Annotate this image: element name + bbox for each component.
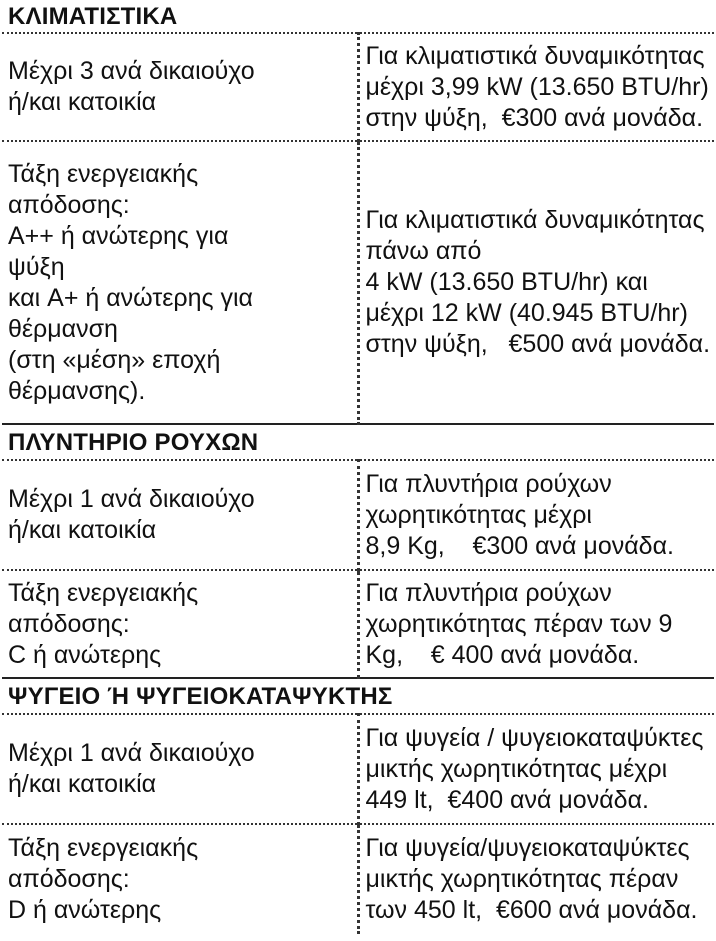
cell-line: απόδοσης: <box>8 865 130 893</box>
cell-line: στην ψύξη, €500 ανά μονάδα. <box>365 330 711 358</box>
table-row <box>2 33 714 141</box>
subsidy-cell <box>358 824 714 934</box>
cell-line: Για κλιματιστικά δυναμικότητας <box>365 41 705 70</box>
cell-line: Για ψυγεία/ψυγειοκαταψύκτες <box>365 834 690 862</box>
cell-line: ψύξη <box>8 252 65 281</box>
subsidy-cell <box>358 33 714 141</box>
cell-line: και A+ ή ανώτερης για <box>8 283 253 312</box>
cell-line: Μέχρι 1 ανά δικαιούχο <box>8 739 255 767</box>
cell-line: χωρητικότητας μέχρι <box>365 500 592 529</box>
cell-line: χωρητικότητας πέραν των 9 <box>365 609 673 638</box>
cell-line: μικτής χωρητικότητας πέραν <box>365 865 679 893</box>
subsidy-cell <box>358 570 714 678</box>
table-row <box>2 460 714 570</box>
cell-line: Για ψυγεία / ψυγειοκαταψύκτες <box>365 723 704 752</box>
section-header-air-conditioners <box>2 0 714 33</box>
appliance-subsidy-table <box>2 0 714 934</box>
table-row <box>2 570 714 678</box>
cell-line: 8,9 Kg, €300 ανά μονάδα. <box>365 531 674 560</box>
subsidy-cell <box>358 141 714 424</box>
cell-line: στην ψύξη, €300 ανά μονάδα. <box>365 103 704 132</box>
section-header-washing-machine <box>2 424 714 460</box>
eligibility-cell <box>2 460 358 570</box>
section-title: ΚΛΙΜΑΤΙΣΤΙΚΑ <box>2 0 714 33</box>
cell-line: Μέχρι 1 ανά δικαιούχο <box>8 485 255 513</box>
cell-line: Για πλυντήρια ρούχων <box>365 469 612 498</box>
cell-line: απόδοσης: <box>8 609 130 638</box>
cell-line: Για κλιματιστικά δυναμικότητας <box>365 206 705 234</box>
cell-line: Μέχρι 3 ανά δικαιούχο <box>8 57 255 85</box>
cell-line: μέχρι 3,99 kW (13.650 BTU/hr) <box>365 72 709 101</box>
cell-line: Για πλυντήρια ρούχων <box>365 578 612 607</box>
cell-line: μικτής χωρητικότητας μέχρι <box>365 754 668 783</box>
section-title: ΠΛΥΝΤΗΡΙΟ ΡΟΥΧΩΝ <box>2 424 714 460</box>
cell-line: C ή ανώτερης <box>8 640 162 669</box>
eligibility-cell <box>2 824 358 934</box>
cell-line: D ή ανώτερης <box>8 896 162 924</box>
cell-line: πάνω από <box>365 237 482 265</box>
subsidy-cell <box>358 714 714 824</box>
eligibility-cell <box>2 714 358 824</box>
cell-line: 4 kW (13.650 BTU/hr) και <box>365 268 648 296</box>
cell-line: θέρμανση <box>8 314 118 343</box>
cell-line: (στη «μέση» εποχή <box>8 345 221 374</box>
cell-line: απόδοσης: <box>8 190 130 219</box>
table-row <box>2 141 714 424</box>
eligibility-cell <box>2 570 358 678</box>
cell-line: θέρμανσης). <box>8 376 146 405</box>
cell-line: Τάξη ενεργειακής <box>8 834 199 862</box>
table-row <box>2 824 714 934</box>
cell-line: ή/και κατοικία <box>8 770 157 798</box>
subsidy-cell <box>358 460 714 570</box>
cell-line: A++ ή ανώτερης για <box>8 221 229 250</box>
eligibility-cell <box>2 141 358 424</box>
subsidy-table-document <box>2 0 714 934</box>
cell-line: 449 lt, €400 ανά μονάδα. <box>365 785 649 814</box>
cell-line: Τάξη ενεργειακής <box>8 578 199 607</box>
cell-line: μέχρι 12 kW (40.945 BTU/hr) <box>365 299 688 327</box>
section-header-refrigerator <box>2 678 714 714</box>
table-row <box>2 714 714 824</box>
cell-line: των 450 lt, €600 ανά μονάδα. <box>365 896 698 924</box>
cell-line: ή/και κατοικία <box>8 516 157 544</box>
section-title: ΨΥΓΕΙΟ Ή ΨΥΓΕΙΟΚΑΤΑΨΥΚΤΗΣ <box>2 678 714 714</box>
cell-line: Kg, € 400 ανά μονάδα. <box>365 640 640 669</box>
cell-line: ή/και κατοικία <box>8 88 157 116</box>
cell-line: Τάξη ενεργειακής <box>8 159 199 188</box>
eligibility-cell <box>2 33 358 141</box>
